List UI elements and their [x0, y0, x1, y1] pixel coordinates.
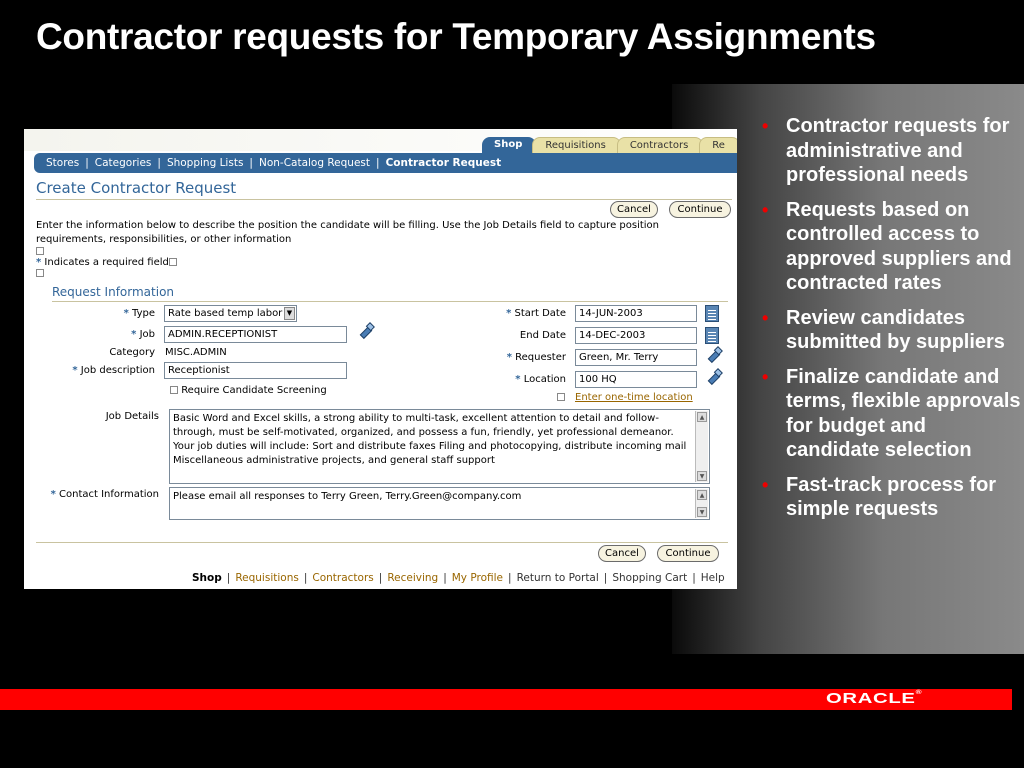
footer-link-contractors[interactable]: Contractors	[312, 572, 374, 584]
subnav-categories[interactable]: Categories	[94, 157, 152, 169]
section-divider	[52, 301, 728, 302]
intro-text: Enter the information below to describe the position the candidate will be filling. Use the Job Details field to capture position requirements, responsibilities, or other information	[36, 220, 660, 245]
bullet-item: • Finalize candidate and terms, flexible approvals for budget and candidate selection	[762, 365, 1021, 461]
oracle-logo: ORACLE®	[826, 690, 923, 707]
contact-information-textarea[interactable]: Please email all responses to Terry Green, Terry.Green@company.com ▲ ▼	[169, 487, 710, 520]
subnav-shopping-lists[interactable]: Shopping Lists	[166, 157, 244, 169]
requester-label: * Requester	[506, 352, 566, 363]
start-date-label: * Start Date	[506, 308, 566, 319]
continue-button-bottom[interactable]: Continue	[657, 545, 719, 562]
footer-link-shopping-cart[interactable]: Shopping Cart	[612, 572, 688, 584]
required-note: * Indicates a required field	[36, 257, 177, 268]
checkbox[interactable]	[36, 247, 44, 255]
job-description-input[interactable]: Receptionist	[164, 362, 347, 379]
scrollbar[interactable]	[695, 411, 708, 482]
tab-shop[interactable]: Shop	[482, 137, 536, 153]
job-description-label: * Job description	[72, 365, 155, 376]
scroll-down-icon[interactable]: ▼	[697, 471, 707, 481]
footer-link-my-profile[interactable]: My Profile	[451, 572, 504, 584]
subnav-contractor-request[interactable]: Contractor Request	[385, 157, 502, 169]
tab-requisitions[interactable]: Requisitions	[532, 137, 620, 153]
calendar-icon[interactable]	[705, 305, 719, 322]
subnav-non-catalog-request[interactable]: Non-Catalog Request	[258, 157, 371, 169]
cancel-button[interactable]: Cancel	[610, 201, 658, 218]
footer-links: Shop | Requisitions | Contractors | Receiving | My Profile | Return to Portal | Shopping Cart | Help	[192, 572, 725, 584]
scroll-up-icon[interactable]: ▲	[697, 490, 707, 500]
footer-link-requisitions[interactable]: Requisitions	[235, 572, 299, 584]
start-date-input[interactable]: 14-JUN-2003	[575, 305, 697, 322]
bullet-dot-icon: •	[762, 474, 769, 495]
sub-navigation: Stores | Categories | Shopping Lists | Non-Catalog Request | Contractor Request	[34, 153, 737, 173]
require-screening-row: Require Candidate Screening	[170, 385, 327, 396]
job-label: * Job	[131, 329, 155, 340]
calendar-icon[interactable]	[705, 327, 719, 344]
type-select[interactable]: Rate based temp labor ▼	[164, 305, 297, 322]
category-value: MISC.ADMIN	[165, 347, 227, 358]
bullet-dot-icon: •	[762, 116, 769, 136]
bullet-dot-icon: •	[762, 307, 769, 328]
requester-input[interactable]: Green, Mr. Terry	[575, 349, 697, 366]
bullet-list	[760, 114, 1022, 532]
one-time-location-link[interactable]: Enter one-time location	[575, 392, 693, 403]
footer-link-shop[interactable]: Shop	[192, 572, 222, 584]
type-label: * Type	[123, 308, 155, 319]
contact-information-label: * Contact Information	[50, 489, 159, 500]
job-details-label: Job Details	[105, 411, 159, 422]
footer-link-receiving[interactable]: Receiving	[387, 572, 439, 584]
job-input[interactable]: ADMIN.RECEPTIONIST	[164, 326, 347, 343]
footer-link-return-to-portal[interactable]: Return to Portal	[516, 572, 599, 584]
checkbox[interactable]	[169, 258, 177, 266]
location-input[interactable]: 100 HQ	[575, 371, 697, 388]
subnav-stores[interactable]: Stores	[46, 157, 80, 169]
scrollbar[interactable]	[695, 489, 708, 518]
bullet-dot-icon: •	[762, 366, 769, 387]
checkbox[interactable]	[36, 269, 44, 277]
category-label: Category	[109, 347, 155, 358]
continue-button[interactable]: Continue	[669, 201, 731, 218]
divider	[36, 542, 728, 543]
divider	[36, 199, 732, 200]
location-label: * Location	[515, 374, 566, 385]
tab-contractors[interactable]: Contractors	[617, 137, 703, 153]
tab-more[interactable]: Re	[699, 137, 737, 153]
end-date-label: End Date	[519, 330, 566, 341]
end-date-input[interactable]: 14-DEC-2003	[575, 327, 697, 344]
page-title: Create Contractor Request	[36, 179, 237, 197]
bullet-item: • Contractor requests for administrative and professional needs	[762, 115, 1010, 186]
bullet-item: • Review candidates submitted by suppliers	[762, 306, 1005, 353]
slide-title: Contractor requests for Temporary Assignments	[36, 16, 876, 57]
job-details-textarea[interactable]: Basic Word and Excel skills, a strong ability to multi-task, excellent attention to detail and follow-through, must be self-motivated, organized, and possess a fun, friendly, yet professional demeanor. Your job duties will include: Sort and distribute faxes Filing and photocopying, distribute incoming mail Miscellaneous administrative projects, and general staff support ▲ ▼	[169, 409, 710, 484]
footer-link-help[interactable]: Help	[700, 572, 725, 584]
bullet-item: • Requests based on controlled access to approved suppliers and contracted rates	[762, 198, 1012, 294]
bullet-item: • Fast-track process for simple requests	[762, 473, 997, 520]
tab-bar	[482, 137, 736, 153]
scroll-up-icon[interactable]: ▲	[697, 412, 707, 422]
chevron-down-icon[interactable]: ▼	[284, 307, 295, 320]
scroll-down-icon[interactable]: ▼	[697, 507, 707, 517]
cancel-button-bottom[interactable]: Cancel	[598, 545, 646, 562]
bullet-dot-icon: •	[762, 199, 769, 220]
flashlight-search-icon[interactable]	[704, 346, 724, 366]
flashlight-search-icon[interactable]	[704, 368, 724, 388]
require-screening-checkbox[interactable]	[170, 386, 178, 394]
app-screenshot	[24, 129, 737, 589]
one-time-location-checkbox[interactable]	[557, 393, 565, 401]
flashlight-search-icon[interactable]	[356, 322, 376, 342]
section-title: Request Information	[52, 285, 175, 299]
